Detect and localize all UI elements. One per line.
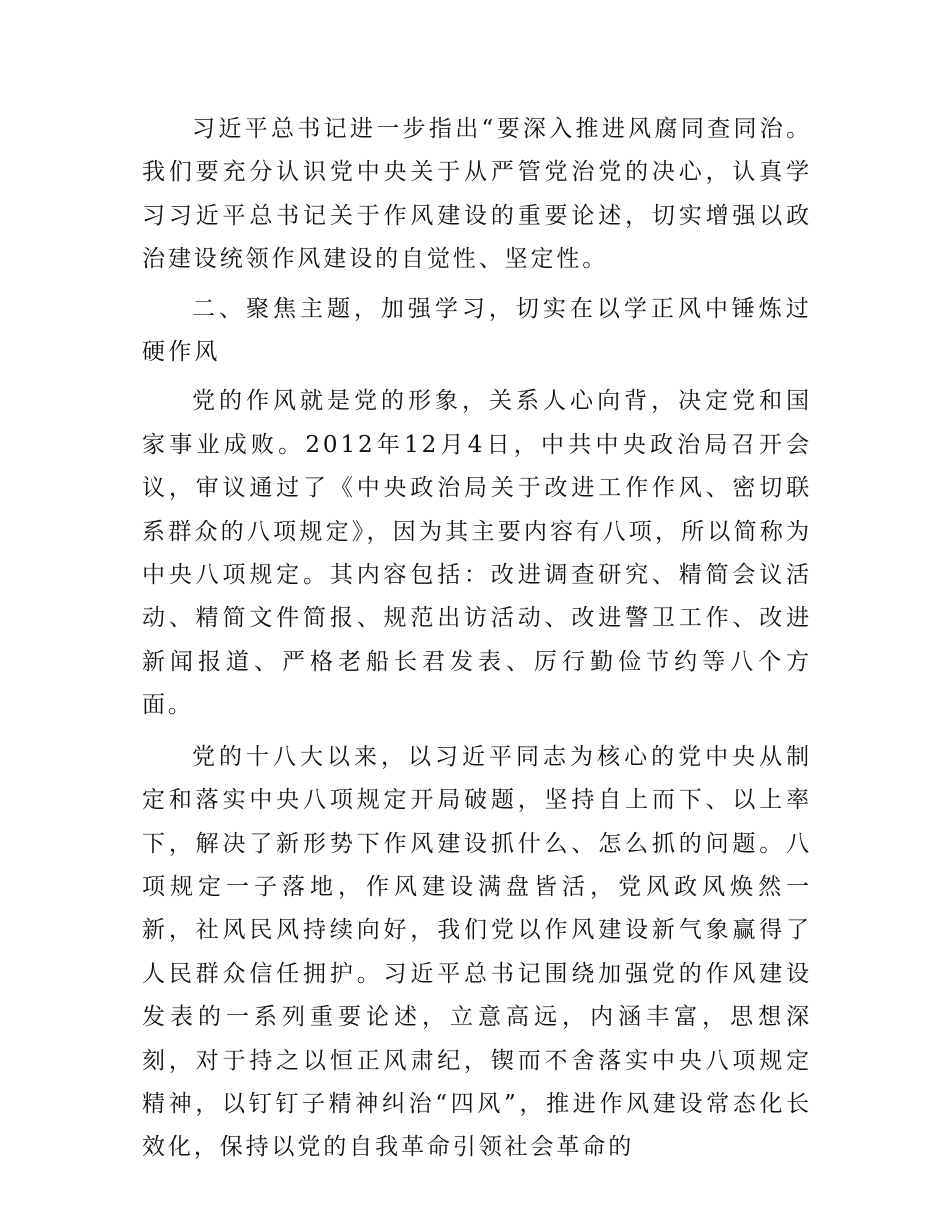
paragraph-intro: 习近平总书记进一步指出“要深入推进风腐同查同治。我们要充分认识党中央关于从严管党治党的决心，认真学习习近平总书记关于作风建设的重要论述，切实增强以政治建设统领作风建设的自觉性、坚定性。 [142, 116, 812, 273]
paragraph-eight-rules: 党的作风就是党的形象，关系人心向背，决定党和国家事业成败。2012年12月4日，中共中央政治局召开会议，审议通过了《中央政治局关于改进工作作风、密切联系群众的八项规定》，因为其主要内容有八项，所以简称为中央八项规定。其内容包括：改进调查研究、精简会议活动、精简文件简报、规范出访活动、改进警卫工作、改进新闻报道、严格老船长君发表、厉行勤俭节约等八个方面。 [142, 388, 812, 719]
section-heading: 二、聚焦主题，加强学习，切实在以学正风中锤炼过硬作风 [142, 295, 812, 366]
paragraph-since-18th-congress: 党的十八大以来，以习近平同志为核心的党中央从制定和落实中央八项规定开局破题，坚持自上而下、以上率下，解决了新形势下作风建设抓什么、怎么抓的问题。八项规定一子落地，作风建设满盘皆活，党风政风焕然一新，社风民风持续向好，我们党以作风建设新气象赢得了人民群众信任拥护。习近平总书记围绕加强党的作风建设发表的一系列重要论述，立意高远，内涵丰富，思想深刻，对于持之以恒正风肃纪，锲而不舍落实中央八项规定精神，以钉钉子精神纠治“四风”，推进作风建设常态化长效化，保持以党的自我革命引领社会革命的 [142, 743, 812, 1161]
document-body [142, 108, 812, 1170]
